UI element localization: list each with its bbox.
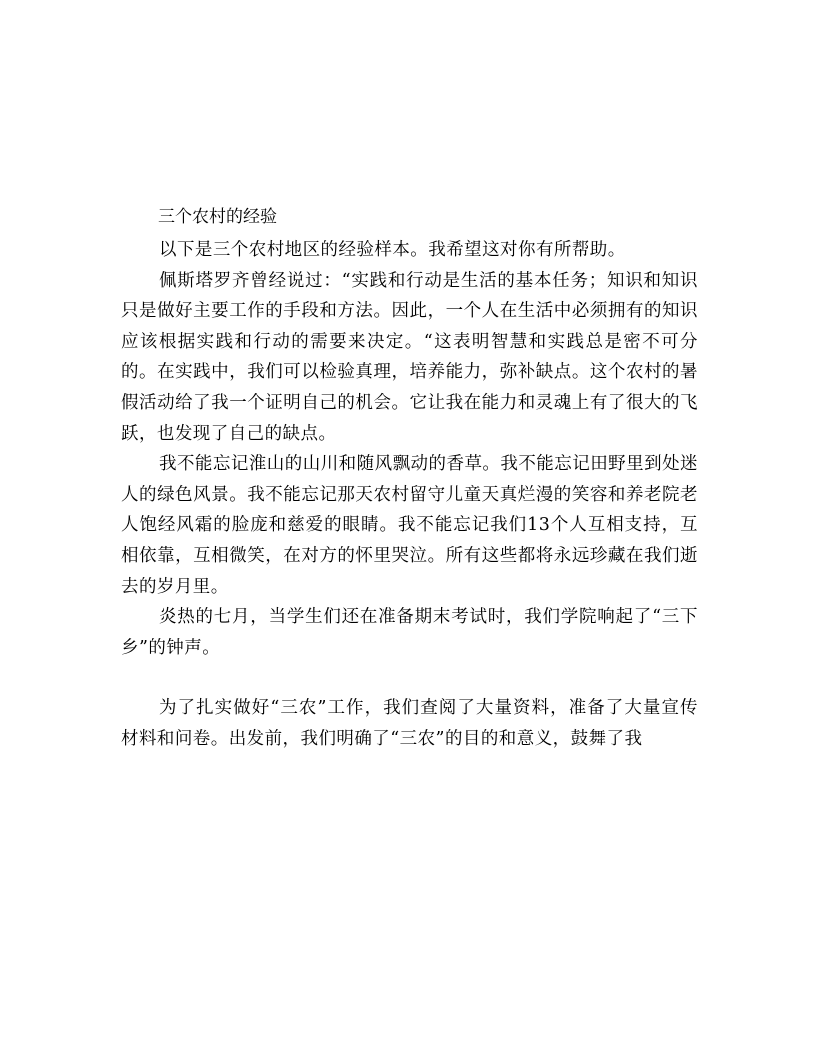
- document-body: [121, 205, 698, 755]
- document-title: 三个农村的经验: [158, 207, 277, 227]
- paragraph-pestalozzi-quote: 佩斯塔罗齐曾经说过：“实践和行动是生活的基本任务；知识和知识只是做好主要工作的手段和方法。因此，一个人在生活中必须拥有的知识应该根据实践和行动的需要来决定。“这表明智慧和实践总是密不可分的。在实践中，我们可以检验真理，培养能力，弥补缺点。这个农村的暑假活动给了我一个证明自己的机会。它让我在能力和灵魂上有了很大的飞跃，也发现了自己的缺点。: [121, 270, 698, 444]
- paragraph-july: 炎热的七月，当学生们还在准备期末考试时，我们学院响起了“三下乡”的钟声。: [121, 607, 698, 658]
- paragraph-memories: 我不能忘记淮山的山川和随风飘动的香草。我不能忘记田野里到处迷人的绿色风景。我不能忘记那天农村留守儿童天真烂漫的笑容和养老院老人饱经风霜的脸庞和慈爱的眼睛。我不能忘记我们13个人互相支持，互相依靠，互相微笑，在对方的怀里哭泣。所有这些都将永远珍藏在我们逝去的岁月里。: [121, 454, 698, 597]
- paragraph-intro: 以下是三个农村地区的经验样本。我希望这对你有所帮助。: [159, 240, 626, 260]
- paragraph-preparation: 为了扎实做好“三农”工作，我们查阅了大量资料，准备了大量宣传材料和问卷。出发前，我们明确了“三农”的目的和意义，鼓舞了我: [121, 698, 698, 749]
